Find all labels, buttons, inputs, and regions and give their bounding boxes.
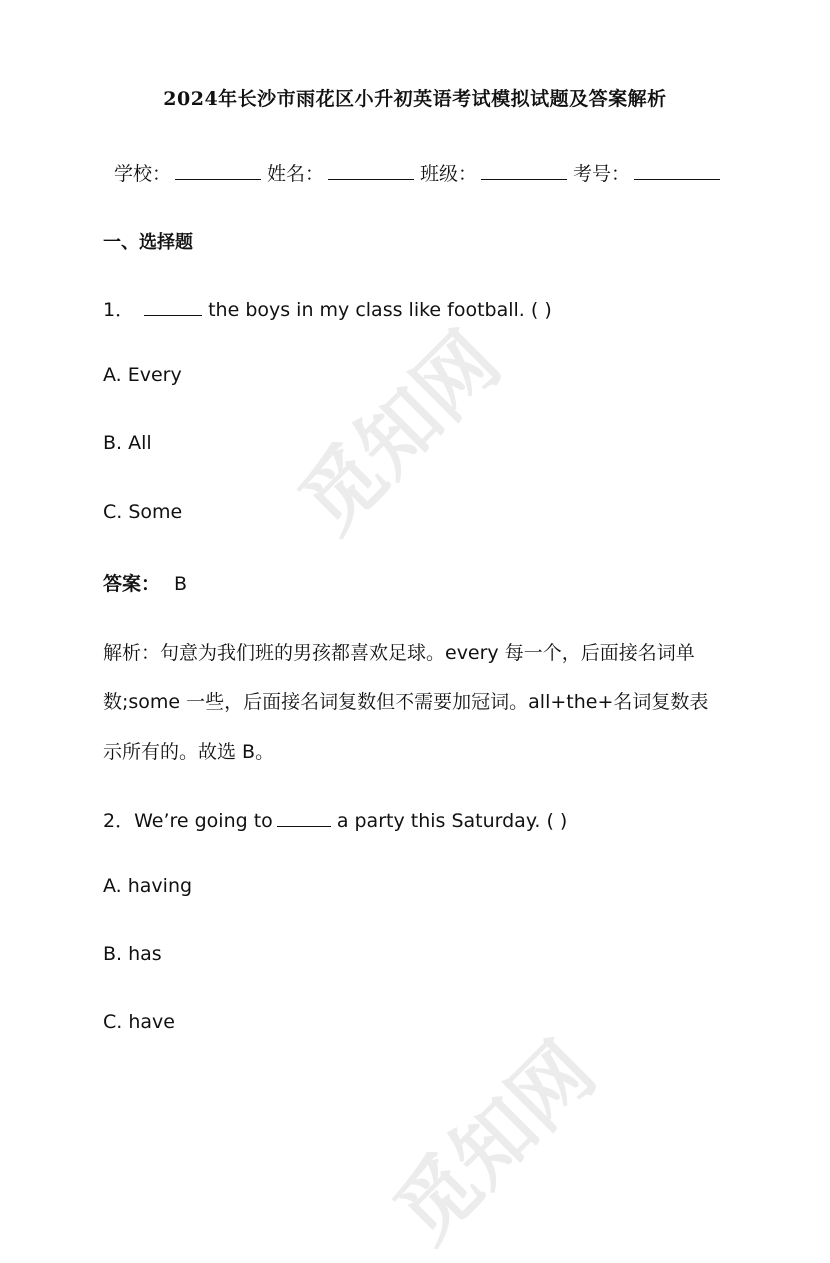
option-c: C. Some [103,501,183,523]
option-a: A. Every [103,364,182,386]
watermark: 觅知网 [376,1024,613,1261]
class-label: 班级： [420,163,478,185]
explanation-line-2: 数;some 一些，后面接名词复数但不需要加冠词。all+the+名词复数表 [103,691,709,713]
answer-label: 答案： [103,573,161,595]
name-label: 姓名： [267,163,325,185]
class-blank [481,161,567,180]
question-blank [144,297,202,316]
exam-number-label: 考号： [573,163,631,185]
explanation-line-1: 解析：句意为我们班的男孩都喜欢足球。every 每一个，后面接名词单 [103,642,695,664]
question-1 [103,295,552,322]
explanation-line-3: 示所有的。故选 B。 [103,741,275,763]
question-number: 1． [103,299,135,321]
school-blank [175,161,261,180]
student-info-row [114,159,726,186]
school-label: 学校： [114,163,172,185]
watermark: 觅知网 [281,314,518,551]
answer-line [103,569,187,596]
section-title: 一、选择题 [103,232,193,253]
option-a: A. having [103,875,193,897]
question-text: the boys in my class like football. ( ) [208,299,552,321]
question-number: 2． [103,810,135,832]
question-text-before: We’re going to [134,810,273,832]
exam-number-blank [634,161,720,180]
question-text-after: a party this Saturday. ( ) [336,810,568,832]
question-2 [103,806,567,833]
name-blank [328,161,414,180]
option-c: C. have [103,1011,175,1033]
question-blank [277,808,331,827]
answer-value: B [174,573,188,595]
option-b: B. All [103,432,152,454]
option-b: B. has [103,943,162,965]
page-title: 2024年长沙市雨花区小升初英语考试模拟试题及答案解析 [163,88,667,110]
